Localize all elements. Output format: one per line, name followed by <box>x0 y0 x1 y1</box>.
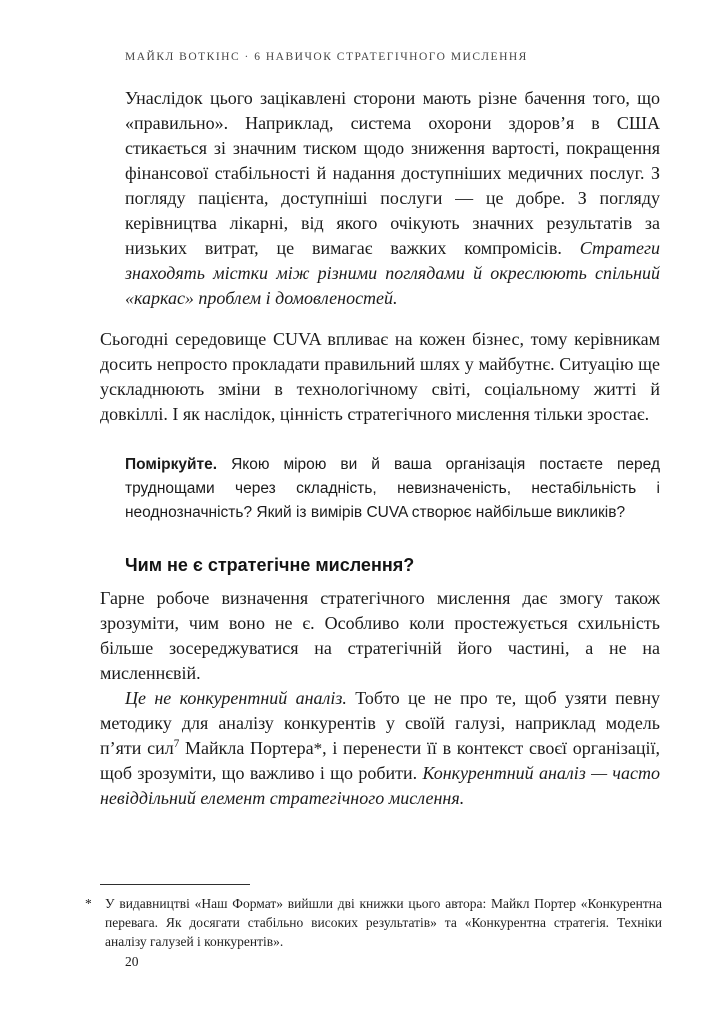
analysis-italic-end: Конкурентний аналіз — часто невіддільний елемент стратегічного мислення. <box>100 763 660 808</box>
endnote-reference: 7 <box>173 738 180 750</box>
paragraph-analysis <box>100 686 660 811</box>
footnote-marker: * <box>85 896 92 911</box>
page-number: 20 <box>125 954 139 969</box>
paragraph-cuva: Сьогодні середовище CUVA впливає на кожен бізнес, тому керівникам досить непросто прокладати правильний шлях у майбутнє. Ситуацію ще ускладнюють зміни в технологічному світі, соціальному житті й довкіллі. І як наслідок, цінність стратегічного мислення тільки зростає. <box>100 329 660 424</box>
reflect-box-lead: Поміркуйте. <box>125 456 218 473</box>
analysis-text-a: Тобто це не про те, щоб узяти певну методику для аналізу конкурентів у своїй галузі, наприклад модель п’яти сил <box>100 688 660 758</box>
extract-paragraph <box>125 86 660 311</box>
footnote-divider <box>100 884 250 885</box>
footnote <box>85 884 662 951</box>
extract-italic-sentence: Стратеги знаходять містки між різними поглядами й окреслюють спільний «каркас» проблем і домовленостей. <box>125 238 660 308</box>
footnote-body <box>85 894 662 951</box>
analysis-italic-lead: Це не конкурентний аналіз. <box>125 688 347 708</box>
analysis-text-b: Майкла Портера <box>179 738 314 758</box>
footnote-reference-marker: * <box>313 739 323 758</box>
extract-text: Унаслідок цього зацікавлені сторони мають різне бачення того, що «правильно». Наприклад, система охорони здоров’я в США стикається зі значним тиском щодо зниження вартості, покращення фінансової стабільності й надання доступніших медичних послуг. З погляду пацієнта, доступніші послуги — це добре. З погляду керівництва лікарні, від якого очікують значних результатів за низьких витрат, це вимагає важких компромісів. <box>125 88 660 258</box>
running-header: МАЙКЛ ВОТКІНС · 6 НАВИЧОК СТРАТЕГІЧНОГО МИСЛЕННЯ <box>125 51 528 63</box>
reflect-box <box>125 453 660 525</box>
reflect-box-text: Якою мірою ви й ваша організація постаєте перед труднощами через складність, невизначеність, нестабільність і неоднозначність? Який із вимірів CUVA створює найбільше викликів? <box>125 456 660 521</box>
analysis-text-c: , і перенести її в контекст своєї організації, щоб зрозуміти, що важливо і що робити. <box>100 738 660 783</box>
text-column <box>100 86 660 811</box>
footnote-text: У видавництві «Наш Формат» вийшли дві книжки цього автора: Майкл Портер «Конкурентна перевага. Як досягати стабільно високих результатів» та «Конкурентна стратегія. Техніки аналізу галузей і конкурентів». <box>105 896 662 949</box>
section-heading: Чим не є стратегічне мислення? <box>125 555 415 575</box>
paragraph-definition: Гарне робоче визначення стратегічного мислення дає змогу також зрозуміти, чим воно не є. Особливо коли простежується схильність більше зосереджуватися на стратегічній його частині, а не на мисленнєвій. <box>100 588 660 683</box>
